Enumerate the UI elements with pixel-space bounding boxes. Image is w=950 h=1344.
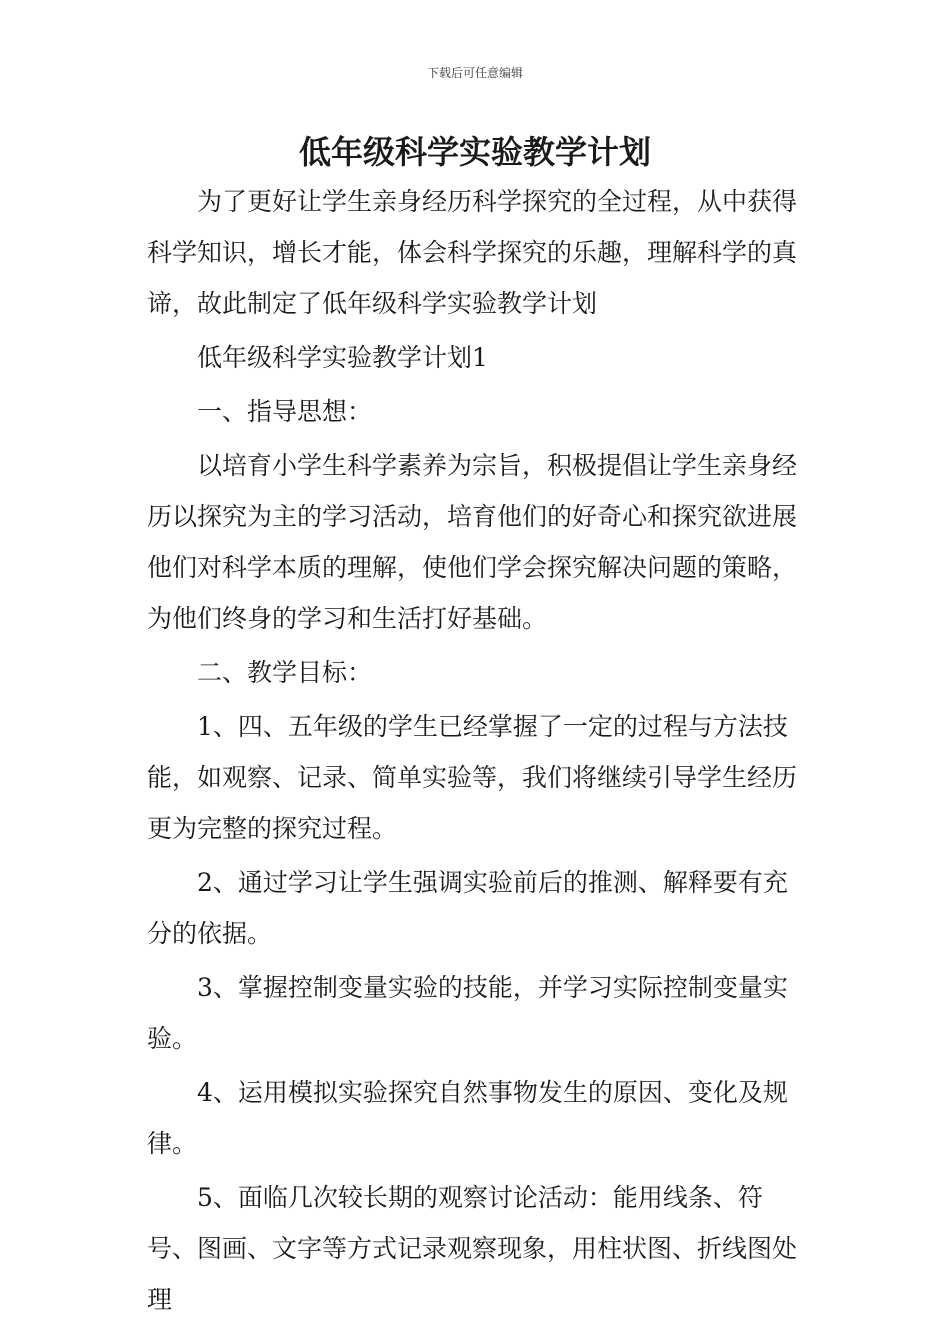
document-title: 低年级科学实验教学计划: [298, 133, 651, 171]
section-heading-guiding-idea: 一、指导思想：: [197, 397, 373, 426]
document-body: [147, 176, 807, 1325]
goal-item-1: 1、四、五年级的学生已经掌握了一定的过程与方法技能，如观察、记录、简单实验等，我们将继续引导学生经历更为完整的探究过程。: [147, 712, 798, 843]
section-heading-teaching-goals: 二、教学目标：: [197, 658, 373, 687]
header-note: 下载后可任意编辑: [426, 66, 523, 80]
goal-item-2: 2、通过学习让学生强调实验前后的推测、解释要有充分的依据。: [147, 868, 788, 948]
goal-item-4: 4、运用模拟实验探究自然事物发生的原因、变化及规律。: [147, 1078, 788, 1158]
goal-item-5: 5、面临几次较长期的观察讨论活动：能用线条、符号、图画、文字等方式记录观察现象，用柱状图、折线图处理: [147, 1183, 798, 1314]
guiding-idea-paragraph: 以培育小学生科学素养为宗旨，积极提倡让学生亲身经历以探究为主的学习活动，培育他们的好奇心和探究欲进展他们对科学本质的理解，使他们学会探究解决问题的策略，为他们终身的学习和生活打好基础。: [147, 451, 798, 633]
intro-paragraph: 为了更好让学生亲身经历科学探究的全过程，从中获得科学知识，增长才能，体会科学探究的乐趣，理解科学的真谛，故此制定了低年级科学实验教学计划: [147, 187, 798, 318]
plan-subtitle: 低年级科学实验教学计划1: [197, 343, 488, 372]
goal-item-3: 3、掌握控制变量实验的技能，并学习实际控制变量实验。: [147, 973, 788, 1053]
